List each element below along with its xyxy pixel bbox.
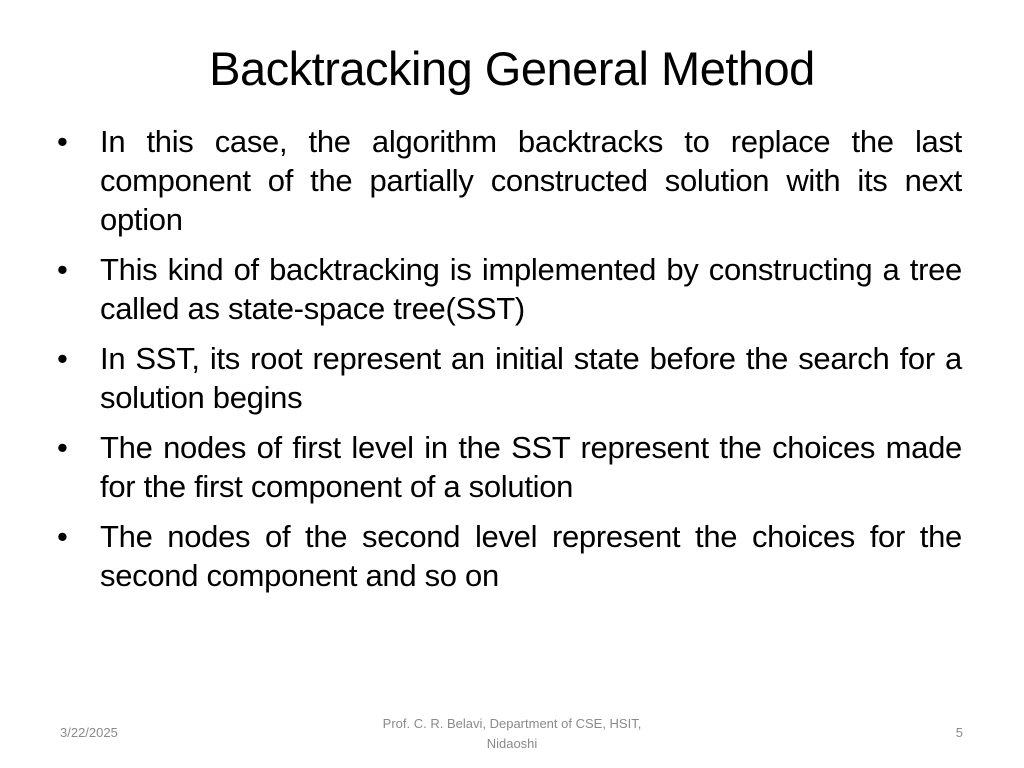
bullet-icon: • — [57, 252, 68, 287]
bullet-icon: • — [57, 124, 68, 159]
bullet-item — [55, 339, 962, 417]
bullet-item — [55, 122, 962, 239]
bullet-text: The nodes of the second level represent the choices for the second component and so on — [100, 519, 962, 593]
slide-title: Backtracking General Method — [209, 42, 815, 95]
bullet-icon: • — [57, 341, 68, 376]
bullet-text: In this case, the algorithm backtracks to replace the last component of the partially constructed solution with its next option — [100, 124, 962, 237]
footer-author-line: Nidaoshi — [486, 736, 538, 751]
footer-author-line: Prof. C. R. Belavi, Department of CSE, HSIT, — [382, 716, 642, 731]
bullet-item — [55, 250, 962, 328]
bullet-text: The nodes of first level in the SST represent the choices made for the first component of a solution — [100, 430, 962, 504]
bullet-text: This kind of backtracking is implemented by constructing a tree called as state-space tree(SST) — [100, 252, 962, 326]
bullet-item — [55, 428, 962, 506]
bullet-list — [55, 122, 962, 606]
footer-date: 3/22/2025 — [60, 725, 118, 740]
footer-author — [340, 714, 684, 754]
bullet-text: In SST, its root represent an initial state before the search for a solution begins — [100, 341, 962, 415]
bullet-icon: • — [57, 519, 68, 554]
page-number: 5 — [955, 725, 963, 740]
bullet-item — [55, 517, 962, 595]
bullet-icon: • — [57, 430, 68, 465]
